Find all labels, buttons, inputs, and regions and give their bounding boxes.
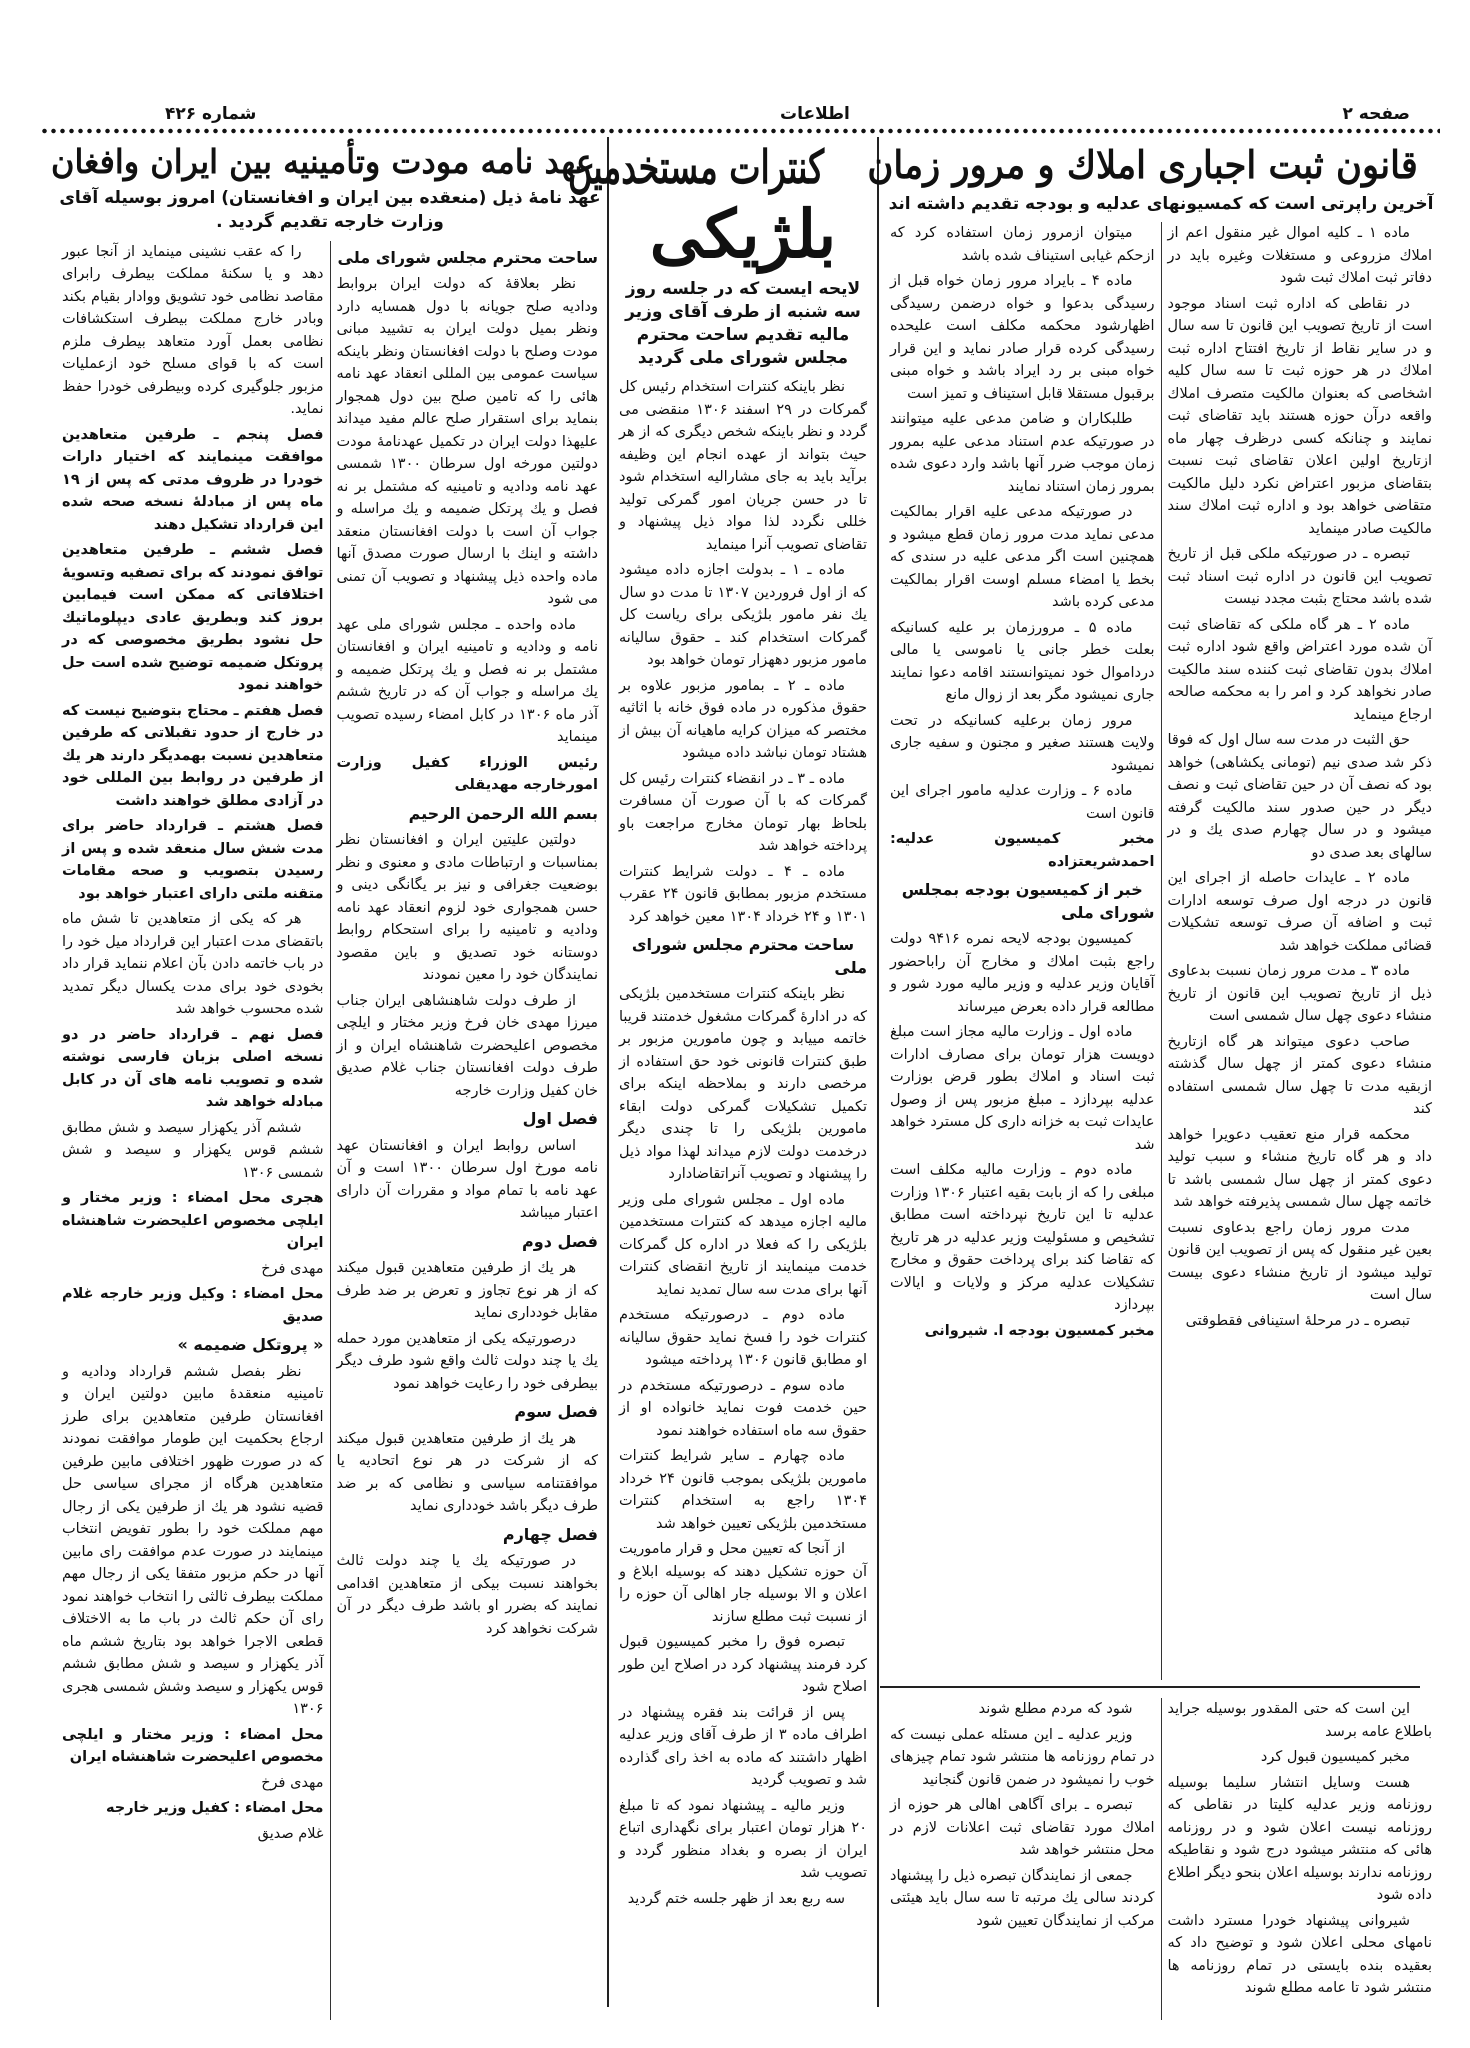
paragraph: هر یك از طرفین متعاهدین قبول میکند که از هر نوع تجاوز و تعرض بر ضد طرف مقابل خودداری نماید: [336, 1260, 598, 1322]
article-column: [884, 222, 1162, 1680]
paragraph: محل امضاء : کفیل وزیر خارجه: [105, 1800, 324, 1817]
paragraph: ماده ـ ۳ ـ در انقضاء کنترات رئیس کل گمرکات که با آن صورت آن مسافرت بلحاظ بهار تومان مخارج مراجعت باو پرداخته خواهد شد: [619, 770, 867, 855]
paragraph: را که عقب نشینی مینماید از آنجا عبور دهد و یا سکنهٔ مملکت بیطرف رابرای مقاصد نظامی خود تشویق ووادار بقیام بکند وبادر خارج مملکت بیطرف استکشافات نظامی بعمل آورد متعاهد بیطرف ملزم است که با قوای مسلح خود ازعملیات مزبور جلوگیری کرده وبیطرفی خودرا حفظ نماید.: [62, 243, 324, 418]
paragraph: کمیسیون بودجه لایحه نمره ۹۴۱۶ دولت راجع بثبت املاك و مخارج آن راباحضور آقایان وزیر عدلیه و وزیر مالیه مورد شور و مطالعه قرار داده بعرض میرساند: [890, 931, 1155, 1015]
signature-name: مهدی فرخ: [261, 1774, 324, 1791]
paragraph: محکمه قرار منع تعقیب دعویرا خواهد داد و هر گاه تاریخ منشاء و سبب تولید دعوی کمتر از چهل سال شمسی باشد تا خاتمه چهل سال شمسی پذیرفته خواهد شد: [1167, 1126, 1432, 1211]
section-heading: ساحت محترم مجلس شورای ملی: [631, 935, 867, 977]
article-iran-afghan-treaty: [51, 142, 604, 2020]
paragraph: ماده واحده ـ مجلس شورای ملی عهد نامه و وداديه و تامینیه ایران و افغانستان مشتمل بر نه فصل و یك پرتکل ضمیمه و یك مراسله و جواب آن که در تاریخ ششم آذر ماه ۱۳۰۶ در کابل امضاء رسیده تصویب مینماید: [336, 616, 598, 746]
section-heading: فصل دوم: [522, 1231, 598, 1251]
paragraph: ششم آذر یکهزار سیصد و شش مطابق ششم قوس یکهزار و سیصد و شش شمسی ۱۳۰۶: [62, 1119, 324, 1181]
paragraph: رئیس الوزراء کفیل وزارت امورخارجه مهدیقلی: [336, 754, 598, 794]
paragraph: هست وسایل انتشار سلیما بوسیله روزنامه وزیر عدلیه کلیتا در نقاطی که روزنامه نیست اعلان شود و در روزنامه هائی که منتشر میشود درج شود و نقاطیکه روزنامه ندارند بوسیله اعلان بنحو دیگر اطلاع داده شود: [1167, 1774, 1432, 1903]
paragraph: تبصره ـ در صورتیکه ملکی قبل از تاریخ تصویب این قانون در اداره ثبت اسناد ثبت شده باشد محتاج بثبت مجدد نیست: [1167, 546, 1432, 608]
paragraph: فصل ششم ـ طرفین متعاهدین توافق نمودند که برای تصفیه وتسویهٔ اختلافاتی که ممکن است فیمابین بروز کند وبطریق عادی دیپلوماتیك حل نشود بطریق مخصوصی که در پروتکل ضمیمه توضیح شده است حل خواهند نمود: [62, 542, 324, 694]
paragraph: ماده دوم ـ درصورتیکه مستخدم کنترات خود را فسخ نماید حقوق سالیانه او مطابق قانون ۱۳۰۶ پرداخته میشود: [619, 1307, 867, 1369]
masthead-dotted-rule: [40, 128, 1440, 134]
paragraph: طلبکاران و ضامن مدعی علیه میتوانند در صورتیکه عدم استناد مدعی علیه بمرور زمان موجب ضرر آنها باشد وارد دعوی شده بمرور زمان استناد نمایند: [890, 411, 1155, 495]
article-headline-belgian-contracts: کنترات مستخدمین: [567, 140, 824, 194]
paragraph: مخبر کمسیون بودجه ا. شیروانی: [924, 1322, 1155, 1339]
paragraph: حق الثبت در مدت سه سال اول که فوقا ذکر شد صدی نیم (تومانی یکشاهی) خواهد بود که نصف آن در حین تقاضای ثبت و نصف دیگر در حین صدور سند مالکیت گرفته میشود و در سال چهارم صدی یك و در سالهای بعد صدی دو: [1167, 732, 1432, 861]
article-continuation: [884, 1698, 1438, 2020]
page-number: صفحه ۲: [1342, 104, 1410, 124]
paragraph: ماده سوم ـ درصورتیکه مستخدم در حین خدمت فوت نماید خانواده او از حقوق سه ماه استفاده خواهند نمود: [619, 1377, 867, 1439]
paragraph: جمعی از نمایندگان تبصره ذیل را پیشنهاد کردند سالی یك مرتبه تا سه سال باید هیئتی مرکب از نمایندگان تعیین شود: [890, 1867, 1155, 1929]
paragraph: تبصره فوق را مخبر کمیسیون قبول کرد فرمند پیشنهاد کرد در اصلاح این طور اصلاح شود: [619, 1634, 867, 1696]
paragraph: هر که یکی از متعاهدین تا شش ماه باتقضای مدت اعتبار این قرارداد میل خود را در باب خاتمه دادن بآن اعلام ننماید قرار داد بخودی خود برای مدت یکسال دیگر تمدید شده محسوب خواهد شد: [62, 911, 324, 1018]
paragraph: وزیر مالیه ـ پیشنهاد نمود که تا مبلغ ۲۰ هزار تومان اعتبار برای نگهداری اتباع ایران از بصره و بغداد منظور گردد و تصویب شد: [619, 1797, 867, 1882]
paragraph: از آنجا که تعیین محل و قرار ماموریت آن حوزه تشکیل دهند که بوسیله ابلاغ و اعلان و الا بوسیله جار اهالی آن حوزه را از نسبت ثبت مطلع سازند: [619, 1541, 867, 1625]
article-land-registration: [867, 142, 1438, 1680]
article-column: [331, 241, 605, 2020]
paragraph: در صورتیکه یك یا چند دولت ثالث بخواهند نسبت بیکی از متعاهدین اقدامی نمایند که بضرر او باشد طرف دیگر در آن شرکت نخواهد کرد: [336, 1553, 598, 1637]
article-columns: [884, 222, 1438, 1680]
section-divider: [880, 1686, 1420, 1688]
section-heading: فصل سوم: [514, 1402, 598, 1422]
paragraph: نظر بفصل ششم قرارداد وداديه و تامینیه منعقدهٔ مابین دولتین ایران و افغانستان طرفین متعاهدین برای طرز ارجاع بحکمیت این طومار موافقت نمودند که در صورت ظهور اختلافی مابین طرفین متعاهدین هرگاه از مجرای سیاسی حل قضیه نشود هر یك از طرفین یکی از رجال مهم مملکت خود را بطور تفویض انتخاب مینمایند در صورت عدم موافقت رای مابین آنها در حکم مزبور متفقا یکی از رجال مهم مملکت بیطرف ثالثی را انتخاب خواهند نمود رای آن حکم ثالث در باب ما به الاختلاف قطعی الاجرا خواهد بود بتاریخ ششم ماه آذر یکهزار و سیصد و شش مطابق ششم قوس یکهزار و سیصد وشش شمسی هجری ۱۳۰۶: [62, 1363, 324, 1718]
paragraph: مخبر کمیسیون عدلیه: احمدشریعتزاده: [890, 831, 1155, 870]
paragraph: ماده چهارم ـ سایر شرایط کنترات مامورین بلژیکی بموجب قانون ۲۴ خرداد ۱۳۰۴ راجع به استخدام کنترات مستخدمین بلژیکی تعیین خواهد شد: [619, 1448, 867, 1532]
signature-name: غلام صدیق: [257, 1825, 324, 1842]
paragraph: تبصره ـ در مرحلهٔ استینافی فقطوقتی: [1185, 1312, 1410, 1329]
paragraph: محل امضاء : وزیر مختار و ایلچی مخصوص اعلیحضرت شاهنشاه ایران: [62, 1726, 324, 1766]
section-heading: ساحت محترم مجلس شورای ملی: [337, 247, 598, 267]
article-belgian-contracts: [567, 140, 873, 2020]
signature-name: مهدی فرخ: [261, 1260, 324, 1277]
paragraph: ماده دوم ـ وزارت مالیه مکلف است مبلغی را که از بابت بقیه اعتبار ۱۳۰۶ وزارت عدلیه تا این تاریخ نپرداخته است مطابق تشخیص و مسئولیت وزیر عدلیه در هر تاریخ که تقاضا کند برای پرداخت حقوق و مخارج تشکیلات عدلیه مرکز و ولایات و ایالات بپردازد: [890, 1162, 1155, 1314]
paragraph: ماده ۳ ـ مدت مرور زمان نسبت بدعاوی ذیل از تاریخ تصویب این قانون از تاریخ منشاء دعوی چهل سال شمسی است: [1167, 963, 1432, 1025]
section-heading: خبر از کمیسیون بودجه بمجلس شورای ملی: [901, 880, 1155, 922]
paragraph: ماده ۲ ـ هر گاه ملکی که تقاضای ثبت آن شده مورد اعتراض واقع شود اداره ثبت املاك بدون تقاضای ثبت کننده سند مالکیت صادر نخواهد کرد و امر را به محکمه صالحه ارجاع مینماید: [1167, 616, 1432, 723]
article-subhead: عهد نامهٔ ذیل (منعقده بین ایران و افغانستان) امروز بوسیله آقای وزارت خارجه تقدیم گردید .: [59, 187, 601, 233]
paragraph: ماده ۱ ـ کلیه اموال غیر منقول اعم از املاك مزروعی و مستغلات وغیره باید در دفاتر ثبت املاك ثبت شود: [1167, 225, 1432, 287]
paragraph: سه ربع بعد از ظهر جلسه ختم گردید: [627, 1890, 845, 1907]
section-heading: « پروتکل ضمیمه »: [177, 1335, 324, 1355]
paragraph: میتوان ازمرور زمان استفاده کرد که ازحکم غیابی استیناف شده باشد: [890, 225, 1155, 264]
paragraph: ماده ـ ۴ ـ دولت شرایط کنترات مستخدم مزبور بمطابق قانون ۲۴ عقرب ۱۳۰۱ و ۲۴ خرداد ۱۳۰۴ معین خواهد کرد: [619, 863, 867, 925]
paragraph: این است که حتی المقدور بوسیله جراید باطلاع عامه برسد: [1167, 1701, 1432, 1740]
article-headline-iran-afghan-treaty: عهد نامه مودت وتأمینیه بین ایران وافغان: [51, 142, 596, 181]
section-heading: فصل اول: [522, 1109, 598, 1129]
paragraph: مدت مرور زمان راجع بدعاوی نسبت بعین غیر منقول که پس از تصویب این قانون تولید میشود از تاریخ منشاء دعوی بیست سال است: [1167, 1219, 1432, 1304]
paragraph: صاحب دعوی میتواند هر گاه ازتاریخ منشاء دعوی کمتر از چهل سال گذشته ازبقیه مدت تا چهل سال شمسی استفاده کند: [1167, 1033, 1432, 1118]
paragraph: مرور زمان برعلیه کسانیکه در تحت ولایت هستند صغیر و مجنون و سفیه جاری نمیشود: [890, 712, 1155, 774]
paragraph: شود که مردم مطلع شوند: [978, 1701, 1133, 1717]
newspaper-name: اطلاعات: [780, 104, 850, 124]
paragraph: فصل هفتم ـ محتاج بتوضیح نیست که در خارج از حدود تقبلاتی که طرفین متعاهدین نسبت بهمدیگر دارند هر یك از طرفین در روابط بین المللی خود در آزادی مطلق خواهند داشت: [62, 702, 324, 809]
paragraph: ماده ـ ۲ ـ بمامور مزبور علاوه بر حقوق مذکوره در ماده فوق خانه با اثاثیه مختصر که میزان کرایه ماهیانه آن بیش از هشتاد تومان نباشد داده میشود: [619, 677, 867, 762]
paragraph: محل امضاء : وکیل وزیر خارجه غلام صدیق: [62, 1286, 324, 1325]
paragraph: فصل هشتم ـ قرارداد حاضر برای مدت شش سال منعقد شده و پس از رسیدن بتصویب و صحه مقامات متقنه ملتی دارای اعتبار خواهد بود: [62, 818, 324, 902]
article-subhead: لایحه ایست که در جلسه روز سه شنبه از طرف آقای وزیر مالیه تقدیم ساحت محترم مجلس شورای ملی گردید: [625, 279, 861, 369]
section-heading: فصل چهارم: [502, 1524, 598, 1544]
paragraph: اساس روابط ایران و افغانستان عهد نامه مورخ اول سرطان ۱۳۰۰ است و آن عهد نامه با تمام مواد و مقررات آن دارای اعتبار میباشد: [336, 1137, 598, 1222]
paragraph: ماده اول ـ وزارت مالیه مجاز است مبلغ دویست هزار تومان برای مصارف ادارات ثبت اسناد و املاك بطور قرض بوزارت عدلیه بپردازد ـ مبلغ مزبور پس از وصول عایدات ثبت به خزانه داری کل مسترد خواهد شد: [890, 1024, 1155, 1153]
paragraph: ماده ۲ ـ عایدات حاصله از اجرای این قانون در درجه اول صرف توسعه ادارات ثبت و اضافه آن صرف توسعه تشکیلات قضائی مملکت خواهد شد: [1167, 870, 1432, 954]
article-column: [1162, 1698, 1439, 2020]
paragraph: پس از قرائت بند فقره پیشنهاد در اطراف ماده ۳ از طرف آقای وزیر عدلیه اظهار داشتند که ماده به اخذ رای گذارده شد و تصویب گردید: [619, 1704, 868, 1789]
paragraph: نظر بعلاقهٔ که دولت ایران بروابط ودادیه صلح جویانه با دول همسایه دارد ونظر بمیل دولت ایران به تشیید مبانی مودت وصلح با دولت افغانستان ونظر باینکه سیاست عمومی بین المللی انعقاد عهد نامه هائی را که تامین صلح بین دول همجوار بنماید برای استقرار صلح عالم مفید میداند علیهذا دولت ایران در تکمیل عهدنامهٔ مودت دولتین مورخه اول سرطان ۱۳۰۰ شمسی عهد نامه وداديه و تامینیه که مشتمل بر نه فصل و یك پرتکل ضمیمه و یك مراسله و جواب آن است با دولت افغانستان منعقد داشته و اینك با ارسال صورت مصدق آنها ماده واحده ذیل پیشنهاد و تصویب آن تمنی می شود: [336, 276, 598, 608]
paragraph: وزیر عدلیه ـ این مسئله عملی نیست که در تمام روزنامه ها منتشر شود تمام چیزهای خوب را نمیشود در ضمن قانون گنجانید: [890, 1726, 1155, 1788]
paragraph: درصورتیکه یکی از متعاهدین مورد حمله یك یا چند دولت ثالث واقع شود طرف دیگر بیطرفی خود را رعایت خواهد نمود: [336, 1330, 598, 1392]
article-subhead: آخرین راپرتی است که کمسیونهای عدلیه و بودجه تقدیم داشته اند: [888, 193, 1434, 214]
paragraph: نظر باینکه کنترات مستخدمین بلژیکی که در ادارهٔ گمرکات مشغول خدمتند قریبا خاتمه مییابد و چون مامورین مزبور بر طبق کنترات قانونی خود حق استفاده از مرخصی دارند و بملاحظه اینکه برای تکمیل تشکیلات گمرکی دولت ابقاء مامورین بلژیکی را تا چندی دیگر درخدمت دولت لازم میداند لهذا مواد ذیل را پیشنهاد و تصویب آنراتقاضادارد: [619, 986, 867, 1183]
paragraph: هجری محل امضاء : وزیر مختار و ایلچی مخصوص اعلیحضرت شاهنشاه ایران: [62, 1190, 324, 1252]
paragraph: ماده اول ـ مجلس شورای ملی وزیر مالیه اجازه میدهد که کنترات مستخدمین بلژیکی را که فعلا در اداره کل گمرکات خدمت مینمایند از تاریخ انقضای کنترات آنها برای مدت سه سال تمدید نماید: [619, 1191, 867, 1298]
article-columns: [56, 241, 604, 2020]
paragraph: دولتین علیتین ایران و افغانستان نظر بمناسبات و ارتباطات مادی و معنوی و نظر بوضعیت جغرافی و نیز بر یگانگی دینی و حسن همجواری خود لزوم انعقاد عهد نامه وداديه و تامینیه را برای استحکام روابط دوستانه خود تصدیق و باین مقصود نمایندگان خود را معین نمودند: [336, 832, 598, 984]
column-divider: [607, 137, 609, 2007]
paragraph: ماده ۵ ـ مرورزمان بر علیه کسانیکه بعلت خطر جانی یا ناموسی یا مالی درداموال خود نمیتوانستند اقامه دعوا نمایند جاری نمیشود مگر بعد از زوال مانع: [890, 619, 1155, 704]
article-column: [613, 376, 873, 2020]
article-columns: [613, 376, 873, 2020]
paragraph: از طرف دولت شاهنشاهی ایران جناب میرزا مهدی خان فرخ وزیر مختار و ایلچی مخصوص اعلیحضرت شاهنشاه ایران و از طرف دولت افغانستان جناب غلام صدیق خان کفیل وزارت خارجه: [336, 992, 598, 1099]
paragraph: نظر باینکه کنترات استخدام رئیس کل گمرکات در ۲۹ اسفند ۱۳۰۶ منقضی می گردد و نظر باینکه شخص دیگری که از هر حیث بتواند از عهده انجام این وظیفه برآید باید به جای مشارالیه استخدام شود تا در حسن جریان امور گمرکی تولید خللی نگردد لذا مواد ذیل پیشنهاد و تقاضای تصویب آنرا مینماید: [619, 379, 868, 553]
paragraph: در نقاطی که اداره ثبت اسناد موجود است از تاریخ تصویب این قانون تا سه سال و در سایر نقاط از تاریخ افتتاح اداره ثبت املاك در هر حوزه ثبت تا سه سال کلیه اشخاصی که بعنوان مالکیت متصرف املاك واقعه درآن حوزه هستند باید تقاضای ثبت نمایند و چنانکه کسی درظرف چهار ماه ازتاریخ اولین اعلان تقاضای ثبت نسبت بتقاضای مزبور اعتراض نکرد دلیل مالکیت متقاضی خواهد بود و اداره ثبت املاك سند مالکیت صادر مینماید: [1167, 295, 1432, 537]
article-headline-belgian: بلژیکی: [649, 195, 837, 274]
paragraph: ماده ۴ ـ بایراد مرور زمان خواه قبل از رسیدگی بدعوا و خواه درضمن رسیدگی اظهارشود محکمه مکلف است علیحده رسیدگی کرده قرار صادر نماید و این قرار خواه مبنی بر رد ایراد باشد و خواه مبنی برقبول مستقلا قابل استیناف و تمیز است: [890, 273, 1155, 402]
article-headline-land-registration: قانون ثبت اجباری املاك و مرور زمان: [867, 142, 1418, 187]
paragraph: ماده ۶ ـ وزارت عدلیه مامور اجرای این قانون است: [890, 783, 1155, 822]
column-divider: [877, 137, 879, 2007]
paragraph: فصل نهم ـ قرارداد حاضر در دو نسخه اصلی بزبان فارسی نوشته شده و تصویب نامه های آن در کابل مبادله خواهد شد: [62, 1026, 324, 1111]
paragraph: فصل پنجم ـ طرفین متعاهدین موافقت مینمایند که اختیار دارات خودرا در ظروف مدتی که پس از ۱۹ ماه پس از مبادلهٔ نسخه صحه شده این قرارداد تشکیل دهند: [62, 426, 324, 533]
paragraph: مخبر کمیسیون قبول کرد: [1260, 1749, 1410, 1765]
paragraph: ماده ـ ۱ ـ بدولت اجازه داده میشود که از اول فروردین ۱۳۰۷ تا مدت دو سال یك نفر مامور بلژیکی برای ریاست کل گمرکات استخدام کند ـ حقوق سالیانه مامور مزبور دههزار تومان خواهد بود: [619, 562, 867, 669]
issue-number: شماره ۴۲۶: [165, 104, 257, 124]
article-column: [56, 241, 331, 2020]
section-heading: بسم الله الرحمن الرحیم: [408, 803, 598, 823]
paragraph: تبصره ـ برای آگاهی اهالی هر حوزه از املاك مورد تقاضای ثبت اعلانات لازم در محل منتشر خواهد شد: [890, 1797, 1155, 1858]
article-columns: [884, 1698, 1438, 2020]
article-column: [884, 1698, 1162, 2020]
paragraph: شیروانی پیشنهاد خودرا مسترد داشت نامهای محلی اعلان شود و توضیح داد که بعقیده بنده بایستی در تمام روزنامه ها منتشر شود تا عامه مطلع شوند: [1167, 1912, 1432, 1996]
paragraph: در صورتیکه مدعی علیه اقرار بمالکیت مدعی نماید مدت مرور زمان قطع میشود و همچنین است اگر مدعی علیه در سندی که بخط یا امضاء مسلم اوست اقرار بمالکیت مدعی کرده باشد: [890, 504, 1155, 611]
article-column: [1162, 222, 1439, 1680]
paragraph: هر یك از طرفین متعاهدین قبول میکند که از شرکت در هر نوع اتحادیه یا موافقتنامه سیاسی و نظامی که بر ضد طرف دیگر باشد خودداری نماید: [336, 1430, 598, 1515]
